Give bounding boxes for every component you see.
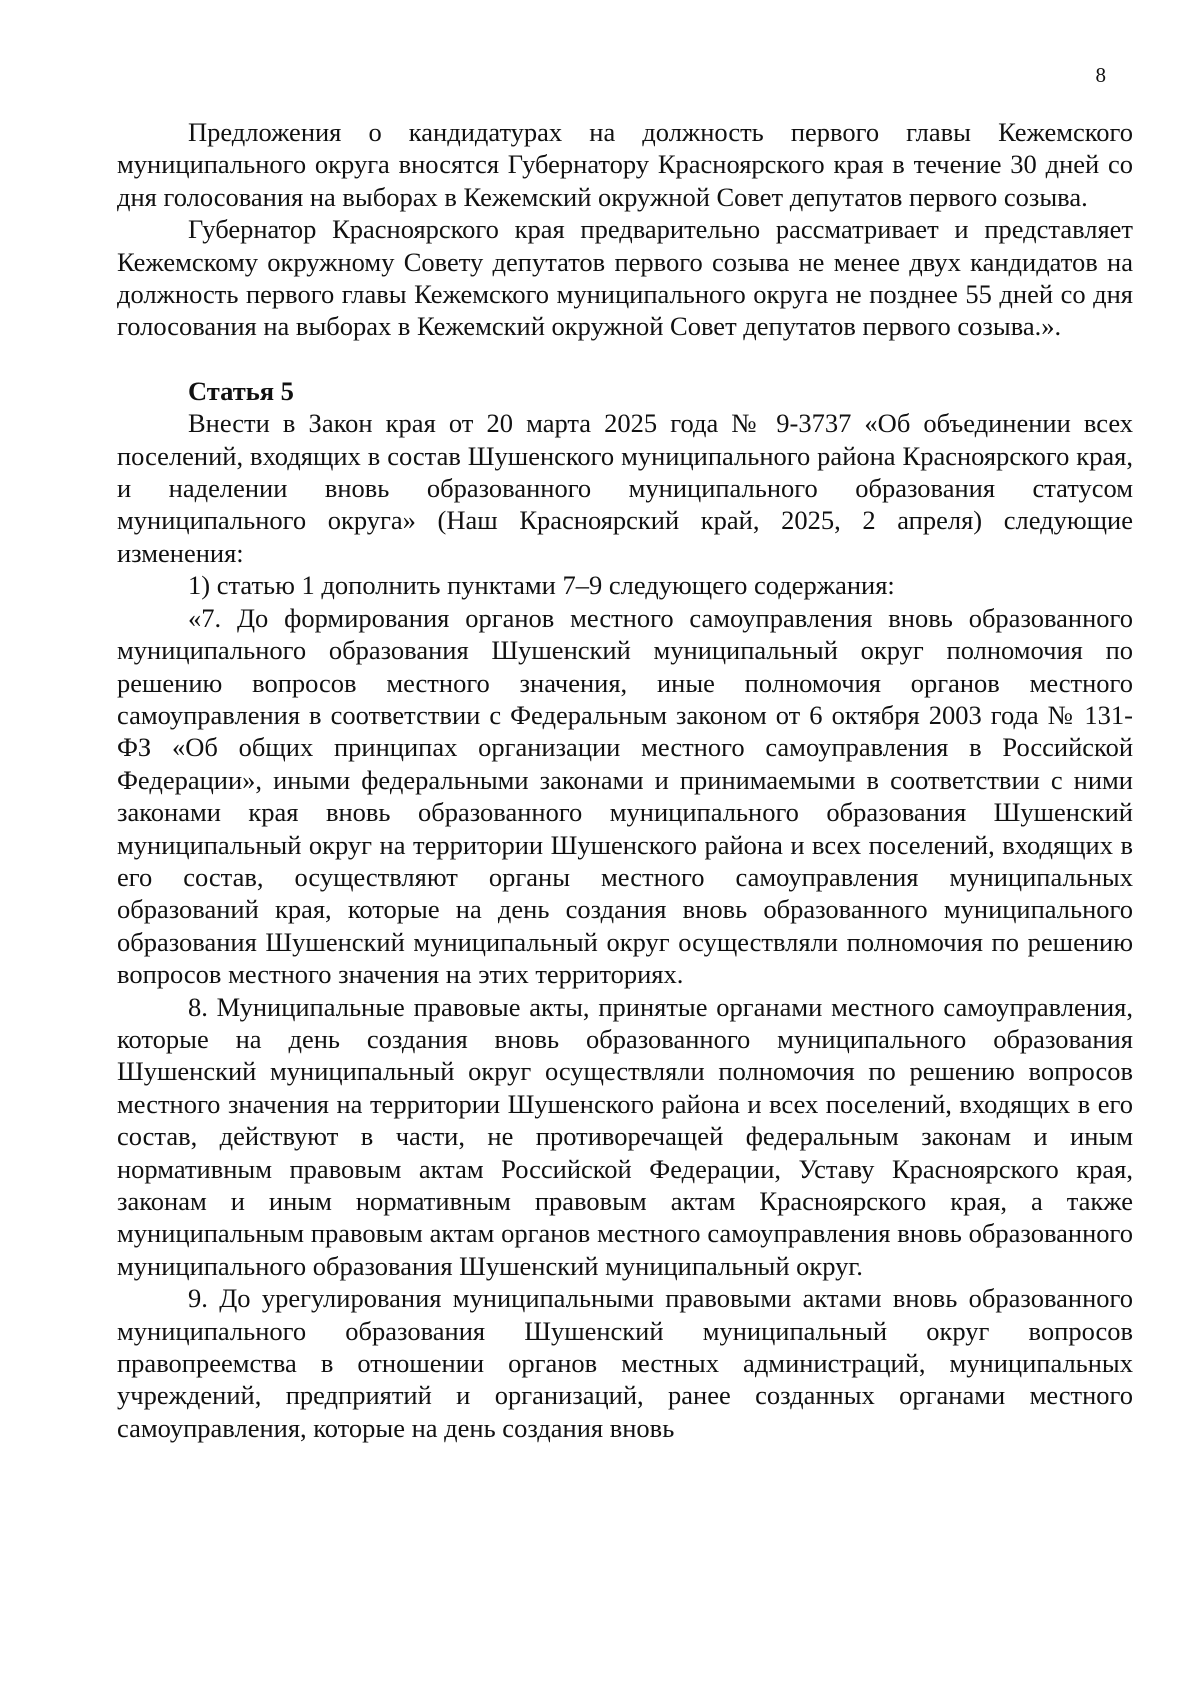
paragraph-point-7: «7. До формирования органов местного самоуправления вновь образованного муниципального образования Шушенский муниципальный округ полномочия по решению вопросов местного значения, иные полномочия органов местного самоуправления в соответствии с Федеральным законом от 6 октября 2003 года № 131-ФЗ «Об общих принципах организации местного самоуправления в Российской Федерации», иными федеральными законами и принимаемыми в соответствии с ними законами края вновь образованного муниципального образования Шушенский муниципальный округ на территории Шушенского района и всех поселений, входящих в его состав, осуществляют органы местного самоуправления муниципальных образований края, которые на день создания вновь образованного муниципального образования Шушенский муниципальный округ осуществляли полномочия по решению вопросов местного значения на этих территориях. bbox=[117, 602, 1133, 990]
page-number: 8 bbox=[1095, 63, 1106, 87]
paragraph-proposals: Предложения о кандидатурах на должность первого главы Кежемского муниципального округа вносятся Губернатору Красноярского края в течение 30 дней со дня голосования на выборах в Кежемский окружной Совет депутатов первого созыва. bbox=[117, 117, 1133, 212]
paragraph-governor: Губернатор Красноярского края предварительно рассматривает и представляет Кежемскому окружному Совету депутатов первого созыва не менее двух кандидатов на должность первого главы Кежемского муниципального округа не позднее 55 дней со дня голосования на выборах в Кежемский окружной Совет депутатов первого созыва.». bbox=[117, 214, 1133, 342]
paragraph-amendment-intro: Внести в Закон края от 20 марта 2025 года № 9-3737 «Об объединении всех поселений, входящих в состав Шушенского муниципального района Красноярского края, и наделении вновь образованного муниципального образования статусом муниципального округа» (Наш Красноярский край, 2025, 2 апреля) следующие изменения: bbox=[117, 408, 1133, 568]
paragraph-point-9: 9. До урегулирования муниципальными правовыми актами вновь образованного муниципального образования Шушенский муниципальный округ вопросов правопреемства в отношении органов местных администраций, муниципальных учреждений, предприятий и организаций, ранее созданных органами местного самоуправления, которые на день создания вновь bbox=[117, 1283, 1133, 1443]
paragraph-point-8: 8. Муниципальные правовые акты, принятые органами местного самоуправления, которые на день создания вновь образованного муниципального образования Шушенский муниципальный округ осуществляли полномочия по решению вопросов местного значения на территории Шушенского района и всех поселений, входящих в его состав, действуют в части, не противоречащей федеральным законам и иным нормативным правовым актам Российской Федерации, Уставу Красноярского края, законам и иным нормативным правовым актам Красноярского края, а также муниципальным правовым актам органов местного самоуправления вновь образованного муниципального образования Шушенский муниципальный округ. bbox=[117, 991, 1133, 1281]
paragraph-item-1: 1) статью 1 дополнить пунктами 7–9 следующего содержания: bbox=[188, 570, 895, 601]
article-heading: Статья 5 bbox=[188, 375, 294, 406]
document-body bbox=[117, 116, 1133, 1444]
